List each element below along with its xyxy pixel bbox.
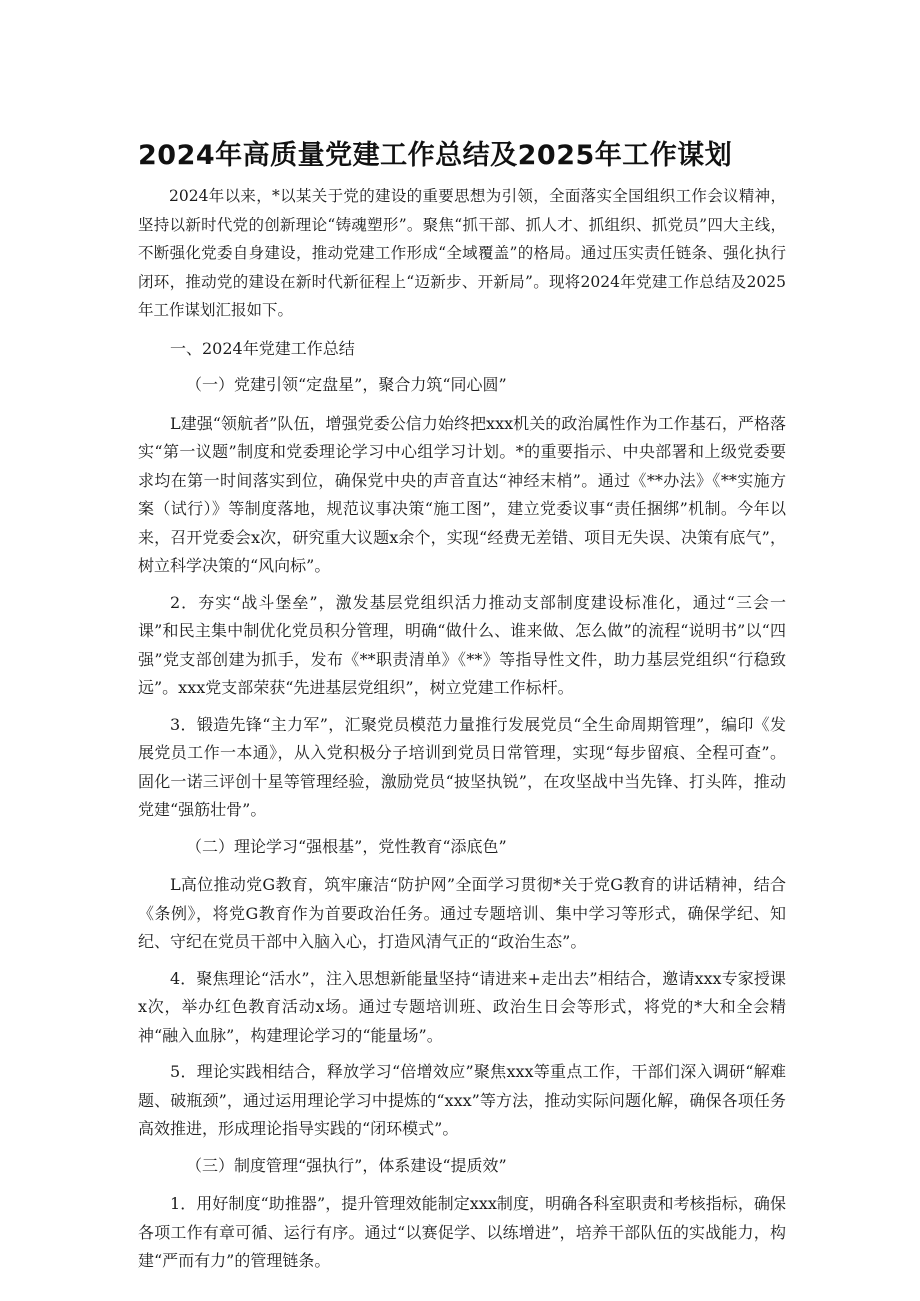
paragraph-1-2: 2．夯实“战斗堡垒”，激发基层党组织活力推动支部制度建设标准化，通过“三会一课”和民主集中制优化党员积分管理，明确“做什么、谁来做、怎么做”的流程“说明书”以“四强”党支部创建为抓手，发布《**职责清单》《**》等指导性文件，助力基层党组织“行稳致远”。xxx党支部荣获“先进基层党组织”，树立党建工作标杆。 — [138, 592, 786, 697]
paragraph-1-1: L建强“领航者”队伍，增强党委公信力始终把xxx机关的政治属性作为工作基石，严格落实“第一议题”制度和党委理论学习中心组学习计划。*的重要指示、中央部署和上级党委要求均在第一时间落实到位，确保党中央的声音直达“神经末梢”。通过《**办法》《**实施方案（试行）》等制度落地，规范议事决策“施工图”，建立党委议事“责任捆绑”机制。今年以来，召开党委会x次，研究重大议题x余个，实现“经费无差错、项目无失误、决策有底气”，树立科学决策的“风向标”。 — [138, 413, 786, 575]
paragraph-2-3: 5．理论实践相结合，释放学习“倍增效应”聚焦xxx等重点工作，干部们深入调研“解难题、破瓶颈”，通过运用理论学习中提炼的“xxx”等方法，推动实际问题化解，确保各项任务高效推进，形成理论指导实践的“闭环模式”。 — [138, 1062, 786, 1138]
paragraph-2-2: 4．聚焦理论“活水”，注入思想新能量坚持“请进来+走出去”相结合，邀请xxx专家授课x次，举办红色教育活动x场。通过专题培训班、政治生日会等形式，将党的*大和全会精神“融入血脉”，构建理论学习的“能量场”。 — [138, 968, 786, 1045]
document-body — [138, 182, 786, 1276]
subsection-heading-3: （三）制度管理“强执行”，体系建设“提质效” — [186, 1155, 507, 1175]
paragraph-2-1: L高位推动党G教育，筑牢廉洁“防护网”全面学习贯彻*关于党G教育的讲话精神，结合《条例》，将党G教育作为首要政治任务。通过专题培训、集中学习等形式，确保学纪、知纪、守纪在党员干部中入脑入心，打造风清气正的“政治生态”。 — [138, 875, 786, 951]
subsection-heading-1: （一）党建引领“定盘星”，聚合力筑“同心圆” — [186, 375, 507, 394]
paragraph-3-1: 1．用好制度“助推器”，提升管理效能制定xxx制度，明确各科室职责和考核指标，确保各项工作有章可循、运行有序。通过“以赛促学、以练增进”，培养干部队伍的实战能力，构建“严而有力”的管理链条。 — [138, 1194, 786, 1270]
document-title: 2024年高质量党建工作总结及2025年工作谋划 — [138, 140, 733, 171]
intro-paragraph: 2024年以来，*以某关于党的建设的重要思想为引领，全面落实全国组织工作会议精神，坚持以新时代党的创新理论“铸魂塑形”。聚焦“抓干部、抓人才、抓组织、抓党员”四大主线，不断强化党委自身建设，推动党建工作形成“全域覆盖”的格局。通过压实责任链条、强化执行闭环，推动党的建设在新时代新征程上“迈新步、开新局”。现将2024年党建工作总结及2025年工作谋划汇报如下。 — [138, 187, 786, 319]
subsection-heading-2: （二）理论学习“强根基”，党性教育“添底色” — [186, 836, 507, 856]
section-heading-summary: 一、2024年党建工作总结 — [170, 338, 355, 358]
paragraph-1-3: 3．锻造先锋“主力军”，汇聚党员模范力量推行发展党员“全生命周期管理”，编印《发展党员工作一本通》，从入党积极分子培训到党员日常管理，实现“每步留痕、全程可查”。固化一诺三评创十星等管理经验，激励党员“披坚执锐”，在攻坚战中当先锋、打头阵，推动党建“强筋壮骨”。 — [138, 714, 786, 819]
